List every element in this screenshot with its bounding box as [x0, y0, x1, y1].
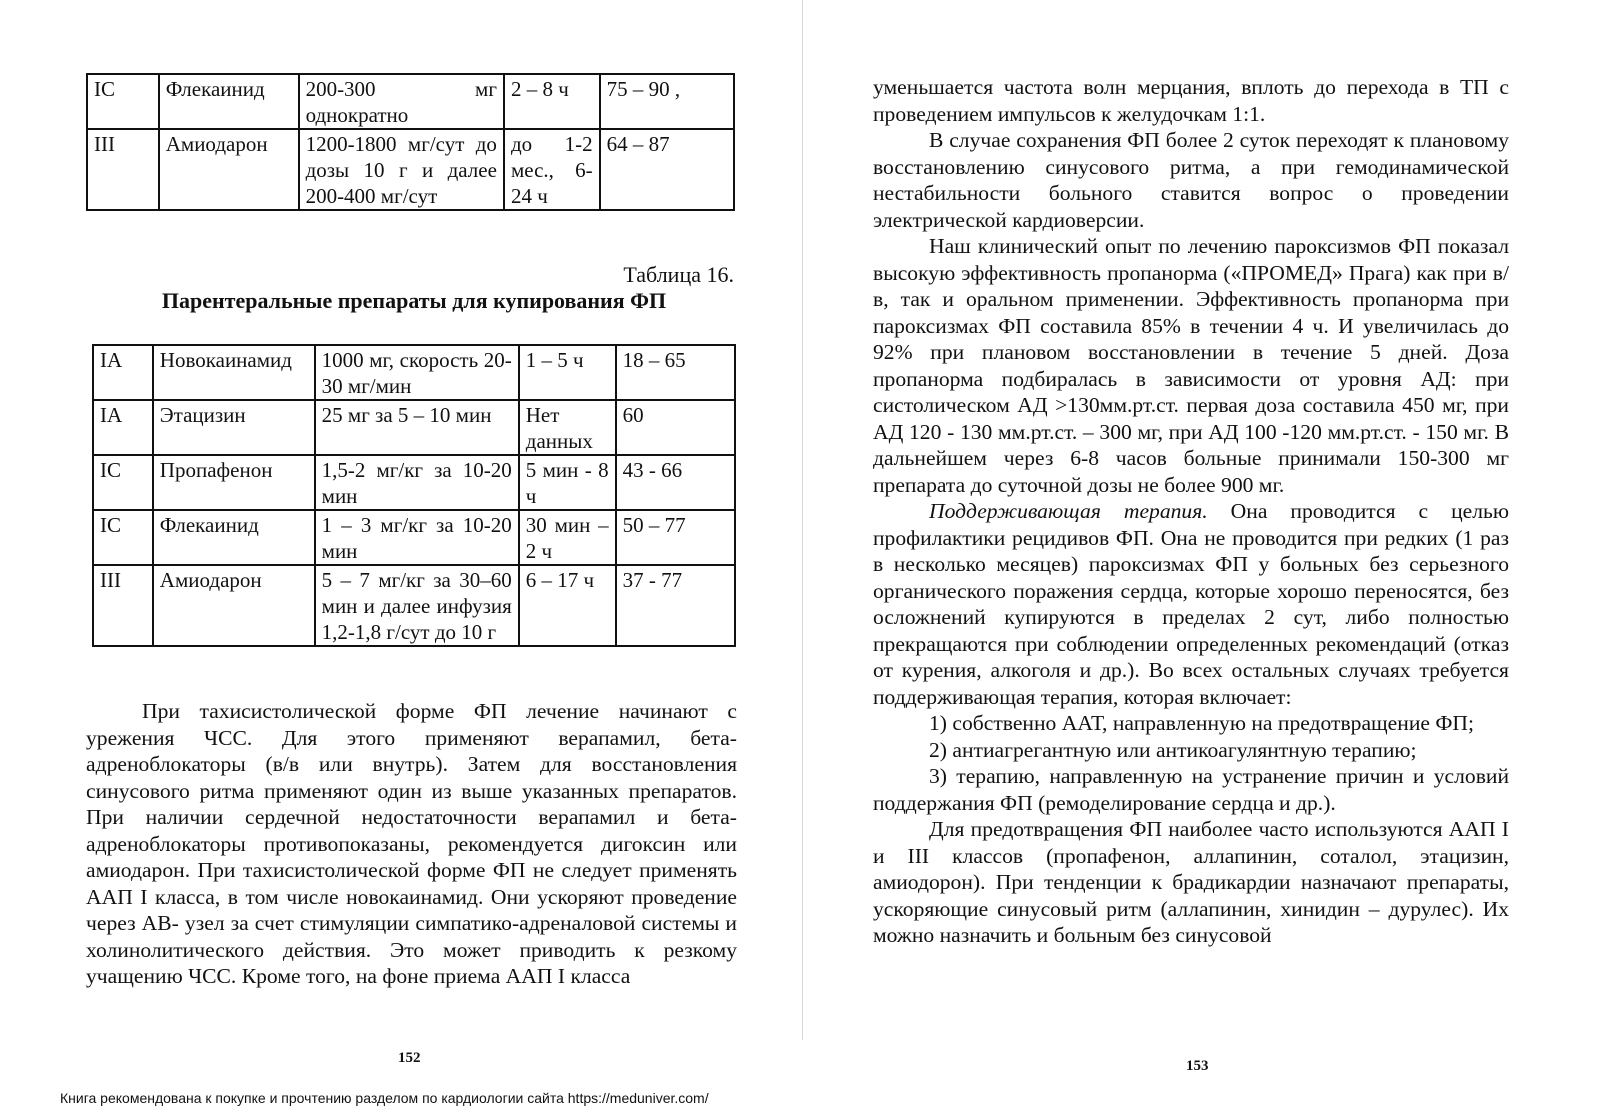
footer-note: Книга рекомендована к покупке и прочтению разделом по кардиологии сайта https://meduniver.com/: [60, 1090, 709, 1106]
paragraph: В случае сохранения ФП более 2 суток переходят к плановому восстановлению синусового ритма, а при гемодинамической нестабильности больного ставится вопрос о проведении электрической кардиоверсии.: [873, 128, 1509, 232]
table-cell: 1 – 3 мг/кг за 10-20 мин: [315, 510, 519, 565]
table-cell: 200-300 мг однократно: [299, 74, 504, 129]
table-cell: Флекаинид: [153, 510, 315, 565]
table-label: Таблица 16.: [623, 262, 734, 287]
table-row: [93, 510, 735, 565]
table-cell: 1200-1800 мг/сут до дозы 10 г и далее 200-400 мг/сут: [299, 129, 504, 210]
table-cell: Этацизин: [153, 400, 315, 455]
body-text-right: [873, 74, 1509, 949]
table-cell: 18 – 65: [616, 345, 735, 400]
paragraph-text: Она проводится с целью профилактики рецидивов ФП. Она не проводится при редких (1 раз в несколько месяцев) пароксизмах ФП у больных без серьезного органического поражения сердца, которые хорошо переносятся, без осложнений купируются в пределах 2 сут, либо полностью прекращаются при соблюдении определенных рекомендаций (отказ от курения, алкоголя и др.). Во всех остальных случаях требуется поддерживающая терапия, которая включает:: [873, 499, 1509, 709]
table-cell: 5 – 7 мг/кг за 30–60 мин и далее инфузия 1,2-1,8 г/сут до 10 г: [315, 565, 519, 646]
drug-table-continuation: [86, 73, 735, 211]
table-cell: Амиодарон: [153, 565, 315, 646]
table-cell: Новокаинамид: [153, 345, 315, 400]
section-heading-italic: Поддерживающая терапия.: [929, 499, 1208, 523]
table-cell: Нет данных: [519, 400, 616, 455]
table-row: [93, 400, 735, 455]
table-cell: 25 мг за 5 – 10 мин: [315, 400, 519, 455]
table-cell: 30 мин – 2 ч: [519, 510, 616, 565]
body-text-left: [86, 698, 737, 990]
table-title: Парентеральные препараты для купирования ФП: [161, 288, 667, 313]
table-cell: 5 мин - 8 ч: [519, 455, 616, 510]
table-cell: 6 – 17 ч: [519, 565, 616, 646]
table-cell: 1,5-2 мг/кг за 10-20 мин: [315, 455, 519, 510]
table-row: [93, 455, 735, 510]
list-item: 1) собственно ААТ, направленную на предотвращение ФП;: [929, 711, 1475, 735]
list-item: 2) антиагрегантную или антикоагулянтную терапию;: [929, 737, 1417, 762]
table-cell: 37 - 77: [616, 565, 735, 646]
table-cell: IC: [93, 455, 153, 510]
paragraph: [873, 498, 1509, 710]
page-number: 152: [398, 1050, 421, 1066]
table-cell: Амиодарон: [159, 129, 299, 210]
table-row: [87, 129, 734, 210]
table-cell: 50 – 77: [616, 510, 735, 565]
table-cell: 43 - 66: [616, 455, 735, 510]
table-cell: до 1-2 мес., 6-24 ч: [504, 129, 600, 210]
list-item: 3) терапию, направленную на устранение причин и условий поддержания ФП (ремоделирование сердца и др.).: [873, 764, 1509, 815]
table-cell: Пропафенон: [153, 455, 315, 510]
page-number: 153: [1186, 1058, 1209, 1074]
table-row: [93, 345, 735, 400]
parenteral-drugs-table: [92, 344, 736, 647]
table-cell: 75 – 90 ,: [600, 74, 734, 129]
table-cell: IC: [93, 510, 153, 565]
table-cell: 1 – 5 ч: [519, 345, 616, 400]
paragraph: Наш клинический опыт по лечению пароксизмов ФП показал высокую эффективность пропанорма («ПРОМЕД» Прага) как при в/в, так и оральном применении. Эффективность пропанорма при пароксизмах ФП составила 85% в течении 4 ч. И увеличилась до 92% при плановом восстановлении в течение 5 дней. Доза пропанорма подбиралась в зависимости от уровня АД: при систолическом АД >130мм.рт.ст. первая доза составила 450 мг, при АД 120 - 130 мм.рт.ст. – 300 мг, при АД 100 -120 мм.рт.ст. - 150 мг. В дальнейшем через 6-8 часов больные принимали 150-300 мг препарата до суточной дозы не более 900 мг.: [873, 234, 1509, 497]
table-cell: IA: [93, 400, 153, 455]
table-cell: 60: [616, 400, 735, 455]
table-cell: III: [93, 565, 153, 646]
table-cell: IC: [87, 74, 159, 129]
table-cell: 1000 мг, скорость 20-30 мг/мин: [315, 345, 519, 400]
paragraph: Для предотвращения ФП наиболее часто используются ААП I и III классов (пропафенон, аллапинин, соталол, этацизин, амиодорон). При тенденции к брадикардии назначают препараты, ускоряющие синусовый ритм (аллапинин, хинидин – дурулес). Их можно назначить и больным без синусовой: [873, 817, 1509, 947]
table-cell: III: [87, 129, 159, 210]
paragraph: При тахисистолической форме ФП лечение начинают с урежения ЧСС. Для этого применяют верапамил, бета-адреноблокаторы (в/в или внутрь). Затем для восстановления синусового ритма применяют один из выше указанных препаратов. При наличии сердечной недостаточности верапамил и бета-адреноблокаторы противопоказаны, рекомендуется дигоксин или амиодарон. При тахисистолической форме ФП не следует применять ААП I класса, в том числе новокаинамид. Они ускоряют проведение через АВ- узел за счет стимуляции симпатико-адреналовой системы и холинолитического действия. Это может приводить к резкому учащению ЧСС. Кроме того, на фоне приема ААП I класса: [86, 699, 737, 988]
table-cell: 64 – 87: [600, 129, 734, 210]
table-cell: Флекаинид: [159, 74, 299, 129]
table-row: [87, 74, 734, 129]
table-cell: IA: [93, 345, 153, 400]
table-row: [93, 565, 735, 646]
table-cell: 2 – 8 ч: [504, 74, 600, 129]
paragraph: уменьшается частота волн мерцания, вплоть до перехода в ТП с проведением импульсов к желудочкам 1:1.: [873, 75, 1509, 126]
